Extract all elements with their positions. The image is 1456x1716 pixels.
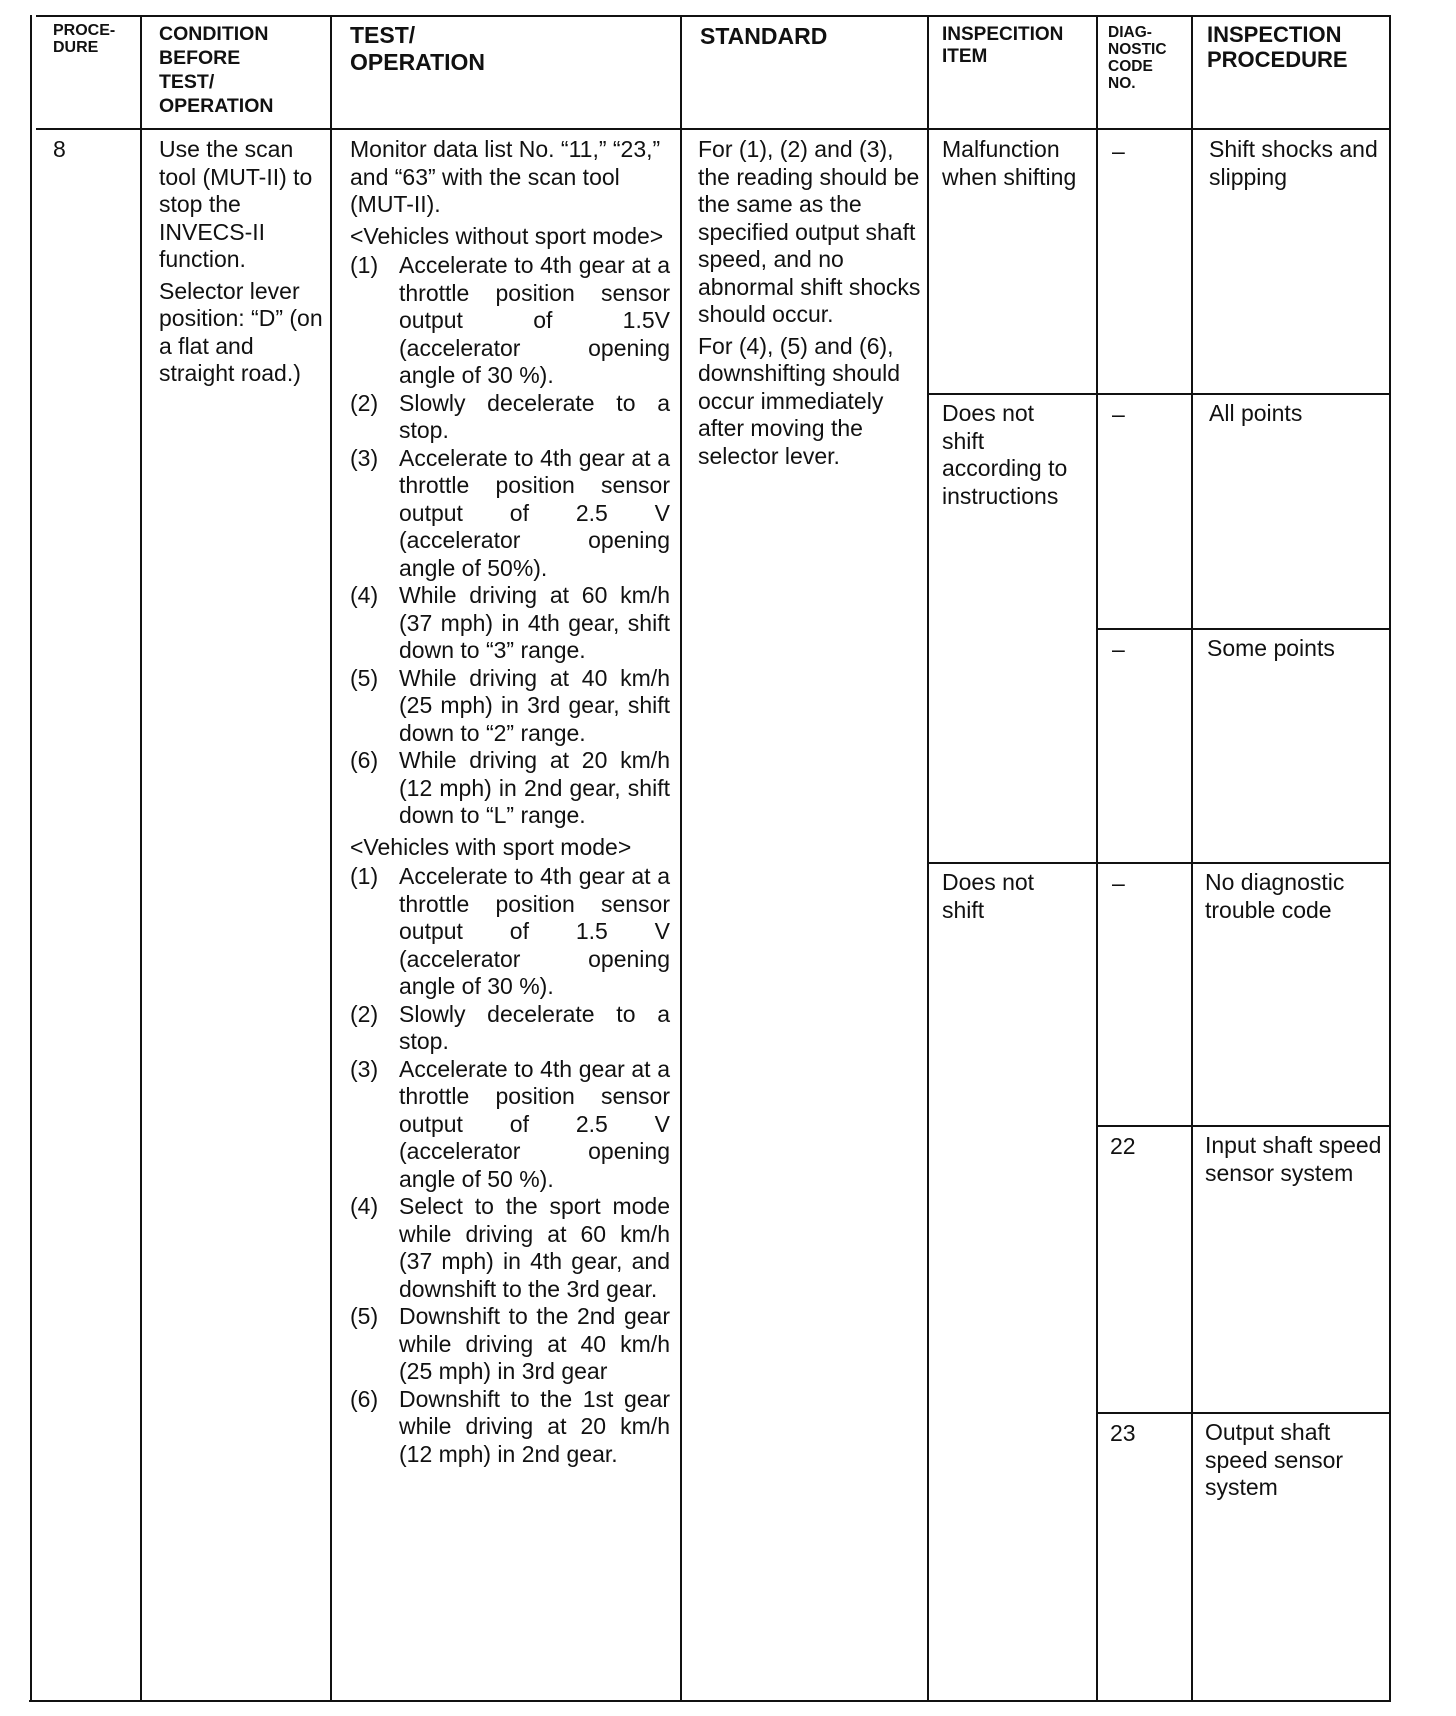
header-bottom-border [36, 128, 1391, 130]
with-sport-step: (1) Accelerate to 4th gear at a throttle position sensor output of 1.5 V (accelerator opening angle of 30 %). [350, 863, 670, 999]
inspection-procedure-1: Shift shocks and slipping [1209, 136, 1378, 190]
diag-code-2: – [1112, 401, 1125, 427]
without-sport-step: (2) Slowly decelerate to a stop. [350, 389, 670, 443]
row-sep-3 [927, 862, 1391, 864]
inspection-procedure-3: Some points [1207, 635, 1335, 661]
standard-text-2: For (4), (5) and (6), downshifting should occur immediately after moving the selector lever. [698, 332, 901, 469]
row-sep-2 [1096, 628, 1391, 630]
with-sport-step: (3) Accelerate to 4th gear at a throttle position sensor output of 2.5 V (accelerator opening angle of 50 %). [350, 1055, 670, 1192]
condition-cell [159, 136, 329, 392]
header-diag-code: DIAG- NOSTIC CODE NO. [1108, 24, 1167, 92]
row-sep-1 [927, 393, 1391, 395]
with-sport-heading: <Vehicles with sport mode> [350, 833, 632, 860]
diag-code-3: – [1112, 636, 1125, 662]
procedure-number: 8 [53, 136, 66, 162]
diag-code-6: 23 [1110, 1420, 1136, 1446]
inspection-procedure-5: Input shaft speed sensor system [1205, 1132, 1382, 1186]
col-border-0 [30, 15, 32, 1702]
col-border-1 [140, 15, 142, 1702]
condition-text-1: Use the scan tool (MUT-II) to stop the INVECS-II function. [159, 136, 313, 272]
with-sport-step: (2) Slowly decelerate to a stop. [350, 1000, 670, 1054]
inspection-procedure-2: All points [1209, 400, 1303, 426]
standard-cell [698, 136, 923, 474]
inspection-procedure-6: Output shaft speed sensor system [1205, 1419, 1344, 1500]
with-sport-step: (6) Downshift to the 1st gear while driving at 20 km/h (12 mph) in 2nd gear. [350, 1385, 670, 1467]
without-sport-heading: <Vehicles without sport mode> [350, 222, 664, 249]
col-border-5 [1096, 15, 1098, 1702]
header-inspection-item: INSPECITION ITEM [942, 24, 1064, 67]
standard-text-1: For (1), (2) and (3), the reading should be the same as the specified output shaft speed, and no abnormal shift shocks should occur. [698, 136, 921, 327]
col-border-6 [1191, 15, 1193, 1702]
diag-code-5: 22 [1110, 1133, 1136, 1159]
table-top-border [36, 15, 1391, 17]
inspection-item-4: Does not shift [942, 869, 1035, 923]
without-sport-step: (1) Accelerate to 4th gear at a throttle position sensor output of 1.5V (accelerator opening angle of 30 %). [350, 252, 670, 388]
without-sport-step: (3) Accelerate to 4th gear at a throttle position sensor output of 2.5 V (accelerator opening angle of 50%). [350, 444, 670, 581]
header-test-operation: TEST/ OPERATION [350, 22, 486, 75]
header-procedure: PROCE- DURE [53, 22, 116, 56]
with-sport-step: (5) Downshift to the 2nd gear while driving at 40 km/h (25 mph) in 3rd gear [350, 1303, 670, 1384]
inspection-item-2: Does not shift according to instructions [942, 400, 1068, 509]
without-sport-step: (4) While driving at 60 km/h (37 mph) in 4th gear, shift down to “3” range. [350, 582, 670, 663]
header-inspection-procedure: INSPECTION PROCEDURE [1207, 22, 1348, 72]
col-border-4 [927, 15, 929, 1702]
col-border-7 [1389, 15, 1391, 1702]
row-sep-5 [1096, 1412, 1391, 1414]
row-sep-4 [1096, 1125, 1391, 1127]
inspection-item-1: Malfunction when shifting [942, 136, 1077, 190]
test-operation-cell [350, 136, 670, 1468]
header-standard: STANDARD [700, 23, 828, 49]
table-bottom-border [29, 1700, 1391, 1702]
without-sport-step: (6) While driving at 20 km/h (12 mph) in 2nd gear, shift down to “L” range. [350, 747, 670, 828]
condition-text-2: Selector lever position: “D” (on a flat and straight road.) [159, 277, 323, 386]
without-sport-step: (5) While driving at 40 km/h (25 mph) in 3rd gear, shift down to “2” range. [350, 664, 670, 746]
col-border-2 [330, 15, 332, 1702]
diag-code-4: – [1112, 870, 1125, 896]
test-intro: Monitor data list No. “11,” “23,” and “63” with the scan tool (MUT-II). [350, 136, 661, 217]
with-sport-step: (4) Select to the sport mode while driving at 60 km/h (37 mph) in 4th gear, and downshift to the 3rd gear. [350, 1193, 670, 1302]
inspection-procedure-4: No diagnostic trouble code [1205, 869, 1345, 923]
diag-code-1: – [1112, 138, 1125, 164]
header-condition: CONDITION BEFORE TEST/ OPERATION [159, 23, 274, 117]
col-border-3 [680, 15, 682, 1702]
